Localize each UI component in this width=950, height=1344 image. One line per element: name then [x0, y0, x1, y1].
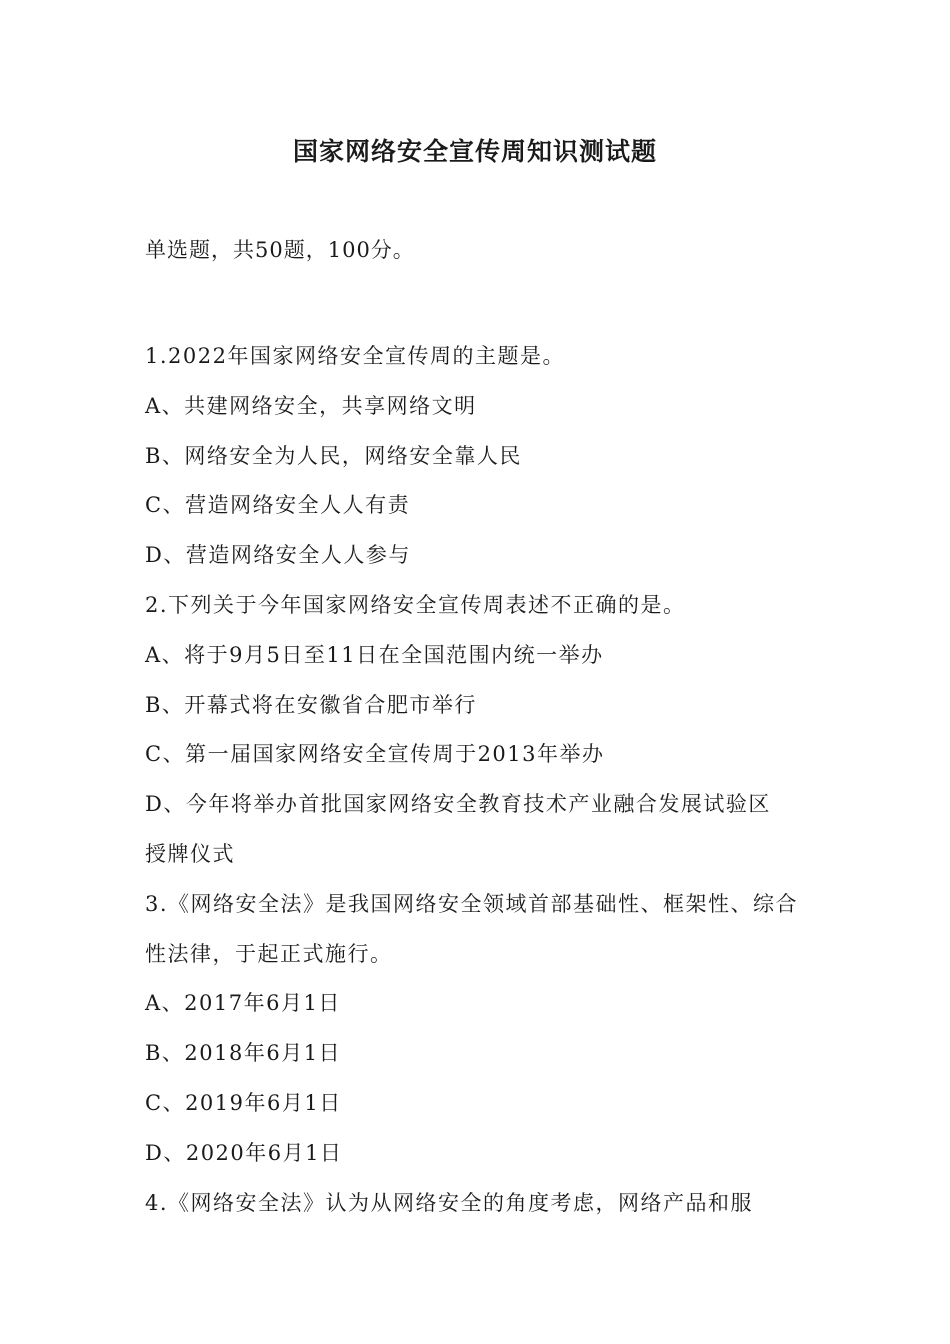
question-3-option-a: A、2017年6月1日 — [145, 991, 341, 1016]
question-2-stem: 2.下列关于今年国家网络安全宣传周表述不正确的是。 — [145, 592, 686, 617]
question-2-option-d-continued: 授牌仪式 — [145, 841, 235, 866]
question-1-stem: 1.2022年国家网络安全宣传周的主题是。 — [145, 344, 565, 368]
question-3-stem-continued: 性法律，于起正式施行。 — [145, 941, 393, 966]
question-3-option-d: D、2020年6月1日 — [145, 1140, 343, 1165]
question-3-option-c: C、2019年6月1日 — [145, 1090, 342, 1115]
question-4-stem: 4.《网络安全法》认为从网络安全的角度考虑，网络产品和服 — [145, 1190, 754, 1215]
exam-intro: 单选题，共50题，100分。 — [145, 238, 415, 262]
question-3-option-b: B、2018年6月1日 — [145, 1041, 342, 1066]
question-3-stem: 3.《网络安全法》是我国网络安全领域首部基础性、框架性、综合 — [145, 891, 799, 916]
question-2-option-d: D、今年将举办首批国家网络安全教育技术产业融合发展试验区 — [145, 792, 771, 817]
question-2-option-a: A、将于9月5日至11日在全国范围内统一举办 — [145, 642, 604, 667]
question-2-option-c: C、第一届国家网络安全宣传周于2013年举办 — [145, 742, 605, 767]
page-title: 国家网络安全宣传周知识测试题 — [292, 137, 657, 166]
question-1-option-c: C、营造网络安全人人有责 — [145, 493, 411, 518]
question-1-option-d: D、营造网络安全人人参与 — [145, 543, 411, 568]
question-list — [145, 332, 825, 1228]
question-1-option-a: A、共建网络安全，共享网络文明 — [145, 393, 477, 418]
question-1-option-b: B、网络安全为人民，网络安全靠人民 — [145, 443, 522, 468]
question-2-option-b: B、开幕式将在安徽省合肥市举行 — [145, 692, 477, 717]
